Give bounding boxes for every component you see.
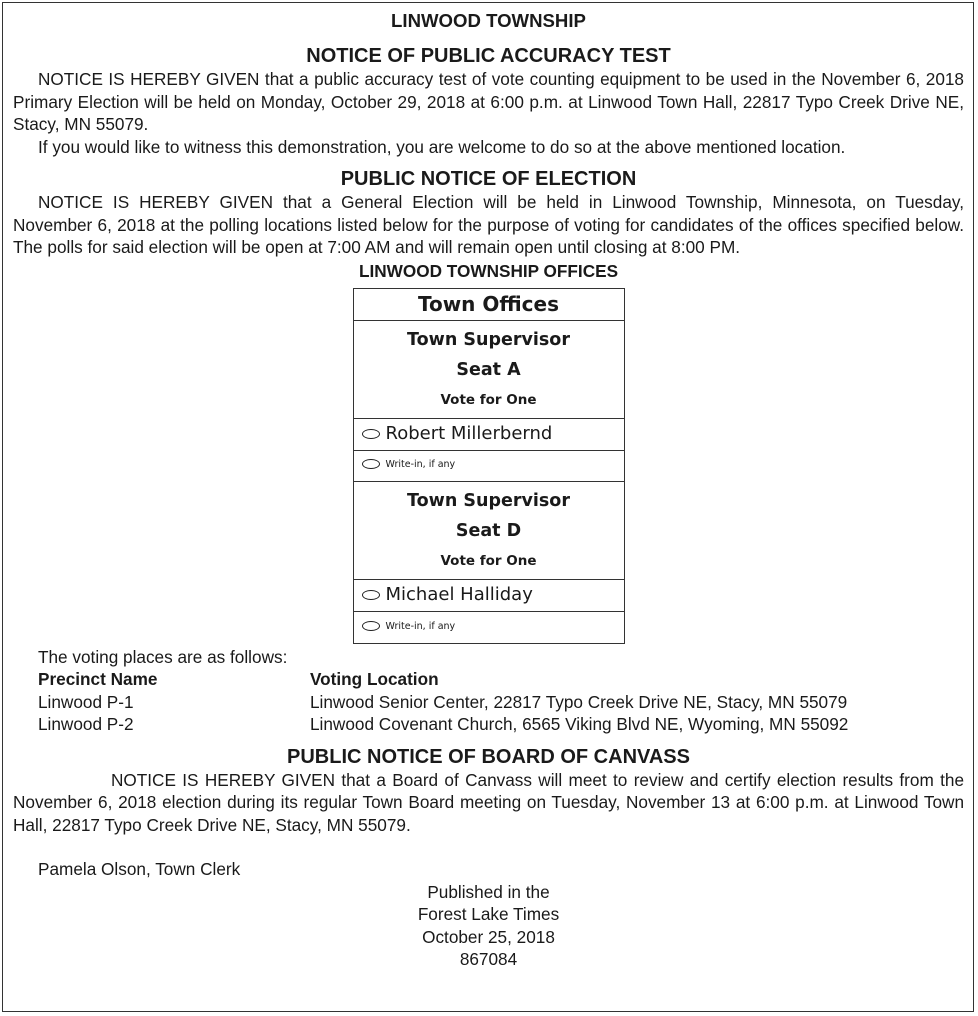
voting-place-row bbox=[38, 713, 964, 736]
office-block-seat-a bbox=[354, 321, 624, 419]
publication-info bbox=[13, 881, 964, 971]
legal-notice bbox=[13, 9, 964, 971]
publication-paper: Forest Lake Times bbox=[417, 904, 560, 924]
office-seat: Seat D bbox=[455, 520, 522, 541]
ballot-oval-icon bbox=[362, 621, 380, 631]
election-paragraph: NOTICE IS HEREBY GIVEN that a General Election will be held in Linwood Township, Minnesota, on Tuesday, November 6, 2018 at the polling locations listed below for the purpose of voting for candidates of the offices specified below. The polls for said election will be open at 7:00 AM and will remain open until closing at 8:00 PM. bbox=[13, 192, 964, 257]
office-block-seat-d bbox=[354, 482, 624, 580]
canvass-paragraph: NOTICE IS HEREBY GIVEN that a Board of Canvass will meet to review and certify election results from the November 6, 2018 election during its regular Town Board meeting on Tuesday, November 13 at 6:00 p.m. at Linwood Town Hall, 22817 Typo Creek Drive NE, Stacy, MN 55079. bbox=[13, 769, 964, 835]
office-title: Town Supervisor bbox=[407, 329, 570, 350]
sample-ballot bbox=[353, 288, 625, 644]
township-offices-heading: LINWOOD TOWNSHIP OFFICES bbox=[358, 260, 619, 281]
ballot-header: Town Offices bbox=[354, 289, 624, 321]
write-in-label: Write-in, if any bbox=[385, 621, 456, 632]
candidate-name: Robert Millerbernd bbox=[385, 422, 553, 444]
canvass-heading: PUBLIC NOTICE OF BOARD OF CANVASS bbox=[287, 745, 690, 768]
clerk-signature: Pamela Olson, Town Clerk bbox=[38, 859, 241, 879]
write-in-row bbox=[354, 612, 624, 643]
location-column-header: Voting Location bbox=[310, 669, 439, 689]
voting-place-row bbox=[38, 691, 964, 714]
voting-places bbox=[38, 646, 964, 736]
voting-places-intro: The voting places are as follows: bbox=[38, 646, 288, 667]
ballot-oval-icon bbox=[362, 459, 380, 469]
office-seat: Seat A bbox=[456, 359, 521, 380]
candidate-name: Michael Halliday bbox=[385, 583, 533, 605]
accuracy-test-witness-paragraph: If you would like to witness this demonstration, you are welcome to do so at the above mentioned location. bbox=[38, 136, 846, 157]
voting-places-header bbox=[38, 668, 964, 691]
office-title: Town Supervisor bbox=[407, 490, 570, 511]
election-heading: PUBLIC NOTICE OF ELECTION bbox=[340, 168, 637, 190]
candidate-row bbox=[354, 419, 624, 451]
write-in-label: Write-in, if any bbox=[385, 459, 456, 470]
precinct-column-header: Precinct Name bbox=[38, 669, 158, 689]
publication-id: 867084 bbox=[459, 949, 518, 969]
accuracy-test-heading: NOTICE OF PUBLIC ACCURACY TEST bbox=[306, 45, 671, 67]
voting-location: Linwood Covenant Church, 6565 Viking Blvd NE, Wyoming, MN 55092 bbox=[310, 714, 849, 734]
write-in-row bbox=[354, 451, 624, 482]
precinct-name: Linwood P-2 bbox=[38, 714, 134, 734]
publication-line: Published in the bbox=[427, 881, 550, 902]
ballot-oval-icon bbox=[362, 429, 380, 439]
vote-instruction: Vote for One bbox=[440, 552, 537, 569]
township-title: LINWOOD TOWNSHIP bbox=[391, 10, 586, 31]
precinct-name: Linwood P-1 bbox=[38, 691, 134, 712]
publication-date: October 25, 2018 bbox=[422, 926, 555, 947]
candidate-row bbox=[354, 580, 624, 612]
ballot-oval-icon bbox=[362, 590, 380, 600]
voting-location: Linwood Senior Center, 22817 Typo Creek Drive NE, Stacy, MN 55079 bbox=[310, 691, 848, 712]
vote-instruction: Vote for One bbox=[440, 391, 537, 408]
accuracy-test-paragraph: NOTICE IS HEREBY GIVEN that a public accuracy test of vote counting equipment to be used in the November 6, 2018 Primary Election will be held on Monday, October 29, 2018 at 6:00 p.m. at Linwood Town Hall, 22817 Typo Creek Drive NE, Stacy, MN 55079. bbox=[13, 69, 964, 134]
